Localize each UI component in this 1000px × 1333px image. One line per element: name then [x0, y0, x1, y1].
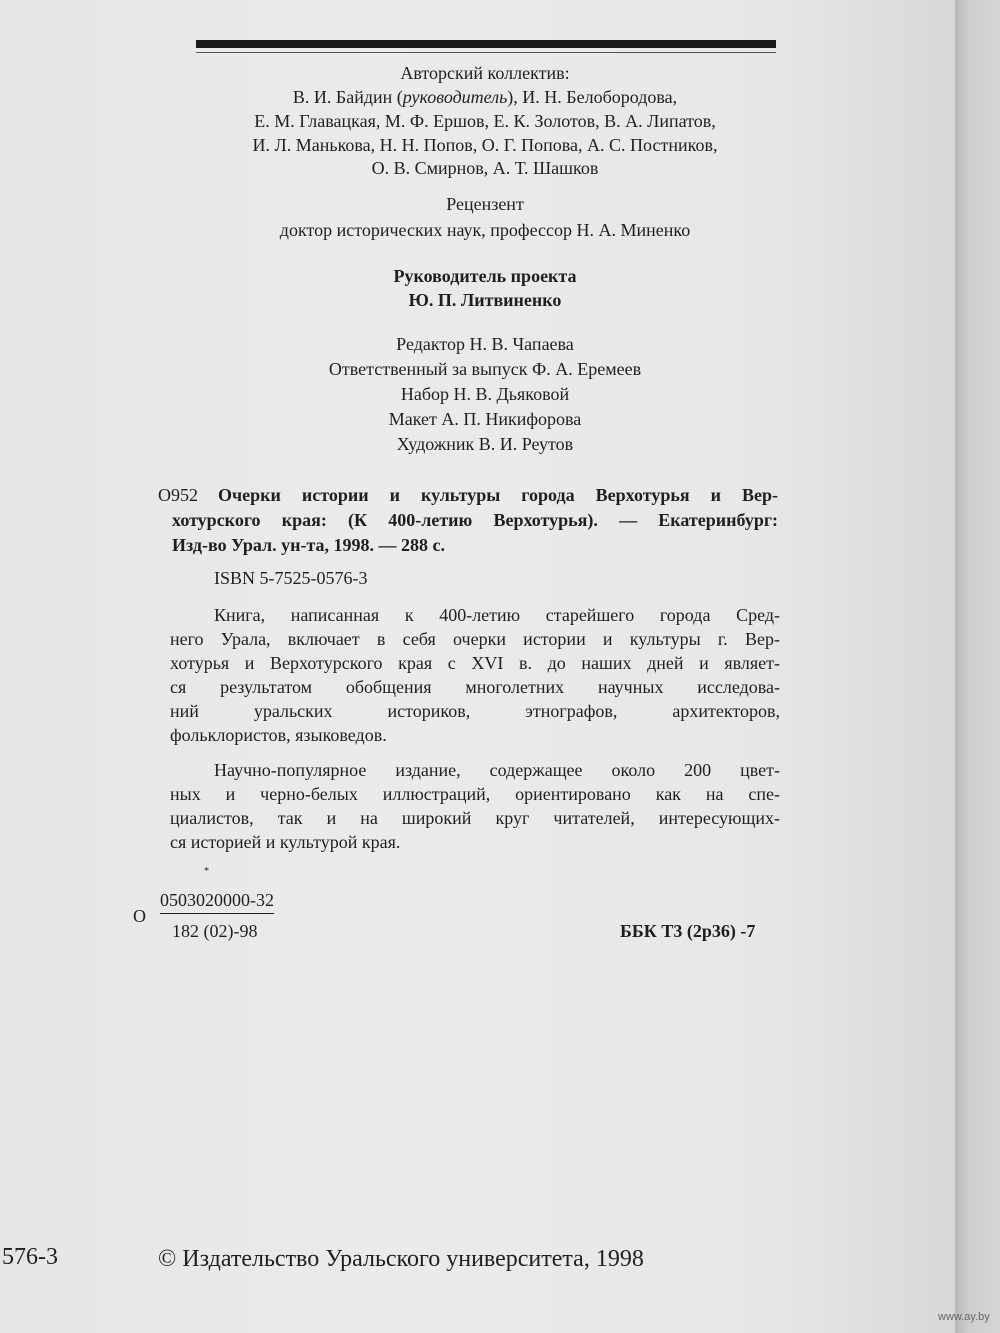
- classification-star: *: [204, 866, 209, 877]
- annotation-p1-line-4: ся результатом обобщения многолетних научных исследова-: [170, 677, 780, 697]
- authors-line-2: Е. М. Главацкая, М. Ф. Ершов, Е. К. Золотов, В. А. Липатов,: [254, 111, 716, 131]
- annotation-p1-line-1: Книга, написанная к 400-летию старейшего города Сред-: [214, 605, 780, 625]
- authors-line-3: И. Л. Манькова, Н. Н. Попов, О. Г. Попова, А. С. Постников,: [252, 135, 718, 155]
- next-page-edge: [955, 0, 1000, 1333]
- top-thick-rule: [196, 40, 776, 48]
- authors-role: руководитель: [402, 87, 508, 107]
- footer-isbn-fragment: 576-3: [2, 1244, 58, 1270]
- credit-editor: Редактор Н. В. Чапаева: [396, 334, 574, 354]
- annotation-p1-line-5: ний уральских историков, этнографов, архитекторов,: [170, 701, 780, 721]
- annotation-p1-line-2: него Урала, включает в себя очерки истории и культуры г. Вер-: [170, 629, 780, 649]
- footer-copyright: © Издательство Уральского университета, 1998: [158, 1246, 644, 1272]
- annotation-p2-line-1: Научно-популярное издание, содержащее около 200 цвет-: [214, 760, 780, 780]
- project-lead-heading: Руководитель проекта: [393, 266, 577, 286]
- credit-artist: Художник В. И. Реутов: [396, 434, 574, 454]
- catalog-title-line-3: Изд-во Урал. ун-та, 1998. — 288 с.: [172, 535, 446, 555]
- annotation-p1-line-6: фольклористов, языковедов.: [170, 725, 387, 745]
- annotation-p2-line-3: циалистов, так и на широкий круг читателей, интересующих-: [170, 808, 780, 828]
- catalog-title-line-2: хотурского края: (К 400-летию Верхотурья). — Екатеринбург:: [172, 510, 778, 530]
- authors-line-1-end: ), И. Н. Белобородова,: [507, 87, 678, 107]
- project-lead-name: Ю. П. Литвиненко: [408, 290, 562, 310]
- authors-line-4: О. В. Смирнов, А. Т. Шашков: [371, 158, 599, 178]
- authors-line-1: [200, 86, 770, 108]
- watermark-text: www.ay.by: [938, 1311, 990, 1323]
- authors-line-1-start: В. И. Байдин (: [292, 87, 403, 107]
- classification-denominator: 182 (02)-98: [172, 921, 258, 941]
- annotation-p2-line-4: ся историей и культурой края.: [170, 832, 401, 852]
- catalog-code: О952: [158, 485, 198, 505]
- reviewer-heading: Рецензент: [446, 194, 524, 214]
- credit-layout: Макет А. П. Никифорова: [388, 409, 582, 429]
- bbk-code: ББК Т3 (2р36) -7: [620, 921, 756, 941]
- catalog-isbn: ISBN 5-7525-0576-3: [214, 568, 368, 588]
- annotation-p2-line-2: ных и черно-белых иллюстраций, ориентировано как на спе-: [170, 784, 780, 804]
- classification-numerator: 0503020000-32: [160, 889, 274, 914]
- catalog-title-line-1: Очерки истории и культуры города Верхотурья и Вер-: [218, 485, 778, 505]
- annotation-p1-line-3: хотурья и Верхотурского края с XVI в. до наших дней и являет-: [170, 653, 780, 673]
- classification-prefix: О: [133, 906, 146, 926]
- top-thin-rule: [196, 52, 776, 53]
- authors-heading: Авторский коллектив:: [400, 63, 570, 83]
- credit-responsible: Ответственный за выпуск Ф. А. Еремеев: [328, 359, 642, 379]
- reviewer-name: доктор исторических наук, профессор Н. А. Миненко: [279, 220, 691, 240]
- credit-typesetting: Набор Н. В. Дьяковой: [400, 384, 570, 404]
